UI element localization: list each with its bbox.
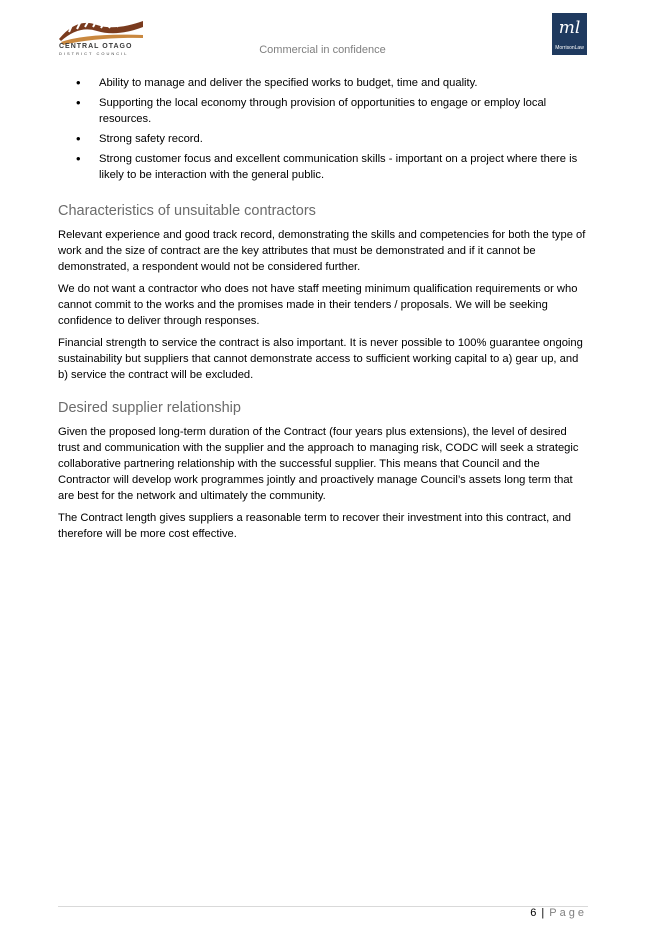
footer-divider xyxy=(58,906,588,907)
paragraph: Financial strength to service the contract is also important. It is never possible to 100% guarantee ongoing sustainability but suppliers that cannot demonstrate access to sufficient working capital to a) gear up, and b) service the contract will be excluded. xyxy=(58,337,583,381)
paragraph: We do not want a contractor who does not have staff meeting minimum qualification requirements or who cannot commit to the works and the promises made in their tenders / proposals. We will be seeking confidence to deliver through responses. xyxy=(58,283,578,327)
page-separator: | xyxy=(541,907,545,919)
section-heading-supplier-relationship: Desired supplier relationship xyxy=(58,400,241,416)
page-label: Page xyxy=(549,907,587,919)
paragraph: The Contract length gives suppliers a reasonable term to recover their investment into this contract, and therefore will be more cost effective. xyxy=(58,512,572,540)
paragraph: Relevant experience and good track record, demonstrating the skills and competencies for both the type of work and the size of contract are the key attributes that must be demonstrated and if it cannot be demonstrated, a respondent would not be considered further. xyxy=(58,229,586,273)
list-item: • Strong customer focus and excellent communication skills - important on a project where there is likely to be interaction with the general public. xyxy=(76,151,586,183)
paragraph: Given the proposed long-term duration of the Contract (four years plus extensions), the level of desired trust and communication with the supplier and the approach to managing risk, CODC will seek a strategic collaborative partnering relationship with the successful supplier. This means that Council and the Contractor will develop work programmes jointly and proactively manage Council’s assets long term that are best for the network and ultimately the community. xyxy=(58,426,579,502)
morrison-law-name: MorrisonLaw xyxy=(555,45,584,51)
page-footer xyxy=(530,907,587,919)
bullet-list xyxy=(76,75,586,187)
logo-text-central-otago: CENTRAL OTAGO xyxy=(59,43,133,50)
section-heading-unsuitable-contractors: Characteristics of unsuitable contractors xyxy=(58,203,316,219)
list-item: • Supporting the local economy through provision of opportunities to engage or employ local resources. xyxy=(76,95,586,127)
list-item: • Strong safety record. xyxy=(76,131,586,147)
page-number: 6 xyxy=(530,907,537,919)
morrison-law-mark: ml xyxy=(558,18,581,38)
list-item: • Ability to manage and deliver the specified works to budget, time and quality. xyxy=(76,75,586,91)
header-confidentiality: Commercial in confidence xyxy=(259,44,386,56)
logo-text-district-council: DISTRICT COUNCIL xyxy=(59,51,129,56)
